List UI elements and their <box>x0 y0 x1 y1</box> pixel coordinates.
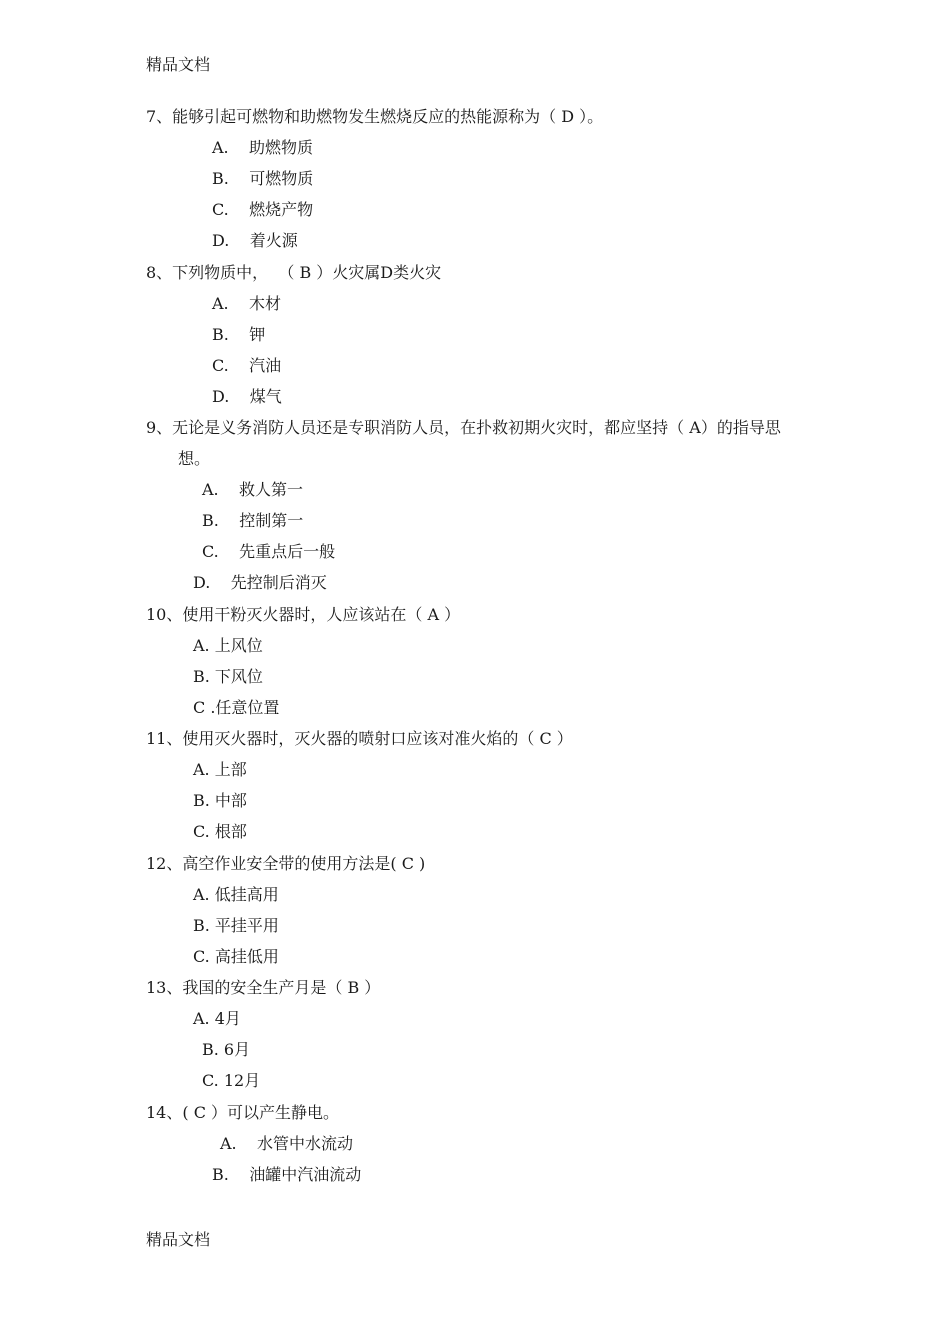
question-11-stem: 11、使用灭火器时，灭火器的喷射口应该对准火焰的（ C ） <box>146 729 573 748</box>
question-12-option-a: A. 低挂高用 <box>193 885 279 904</box>
question-7-option-b: B. 可燃物质 <box>212 169 314 188</box>
page-header: 精品文档 <box>146 55 211 74</box>
page-footer: 精品文档 <box>146 1230 211 1249</box>
question-12-option-b: B. 平挂平用 <box>193 916 279 935</box>
question-11-option-a: A. 上部 <box>193 760 247 779</box>
question-14-stem: 14、( C ）可以产生静电。 <box>146 1103 340 1122</box>
question-13-option-a: A. 4月 <box>193 1009 241 1028</box>
question-8-option-d: D. 煤气 <box>212 387 282 406</box>
question-8-option-a: A. 木材 <box>212 294 281 313</box>
question-8-option-c: C. 汽油 <box>212 356 282 375</box>
question-9-option-c: C. 先重点后一般 <box>202 542 336 561</box>
question-12-stem: 12、高空作业安全带的使用方法是( C ) <box>146 854 426 873</box>
question-10-option-b: B. 下风位 <box>193 667 263 686</box>
question-13-stem: 13、我国的安全生产月是（ B ） <box>146 978 381 997</box>
question-10-option-c: C .任意位置 <box>193 698 280 717</box>
question-14-option-b: B. 油罐中汽油流动 <box>212 1165 362 1184</box>
question-11-option-c: C. 根部 <box>193 822 247 841</box>
question-7-option-c: C. 燃烧产物 <box>212 200 314 219</box>
question-14-option-a: A. 水管中水流动 <box>220 1134 353 1153</box>
question-13-option-b: B. 6月 <box>202 1040 251 1059</box>
question-9-stem: 9、无论是义务消防人员还是专职消防人员，在扑救初期火灾时，都应坚持（ A）的指导思 <box>146 418 781 437</box>
question-12-option-c: C. 高挂低用 <box>193 947 279 966</box>
question-13-option-c: C. 12月 <box>202 1071 261 1090</box>
question-9-option-d: D. 先控制后消灭 <box>193 573 327 592</box>
question-8-stem: 8、下列物质中， （ B ）火灾属D类火灾 <box>146 263 442 282</box>
question-9-option-a: A. 救人第一 <box>202 480 303 499</box>
question-10-stem: 10、使用干粉灭火器时，人应该站在（ A ） <box>146 605 461 624</box>
question-9-option-b: B. 控制第一 <box>202 511 304 530</box>
question-7-option-a: A. 助燃物质 <box>212 138 313 157</box>
question-8-option-b: B. 钾 <box>212 325 266 344</box>
question-7-stem: 7、能够引起可燃物和助燃物发生燃烧反应的热能源称为（ D ）。 <box>146 107 604 126</box>
question-10-option-a: A. 上风位 <box>193 636 263 655</box>
question-11-option-b: B. 中部 <box>193 791 247 810</box>
question-7-option-d: D. 着火源 <box>212 231 298 250</box>
question-9-stem-continued: 想。 <box>178 449 211 468</box>
